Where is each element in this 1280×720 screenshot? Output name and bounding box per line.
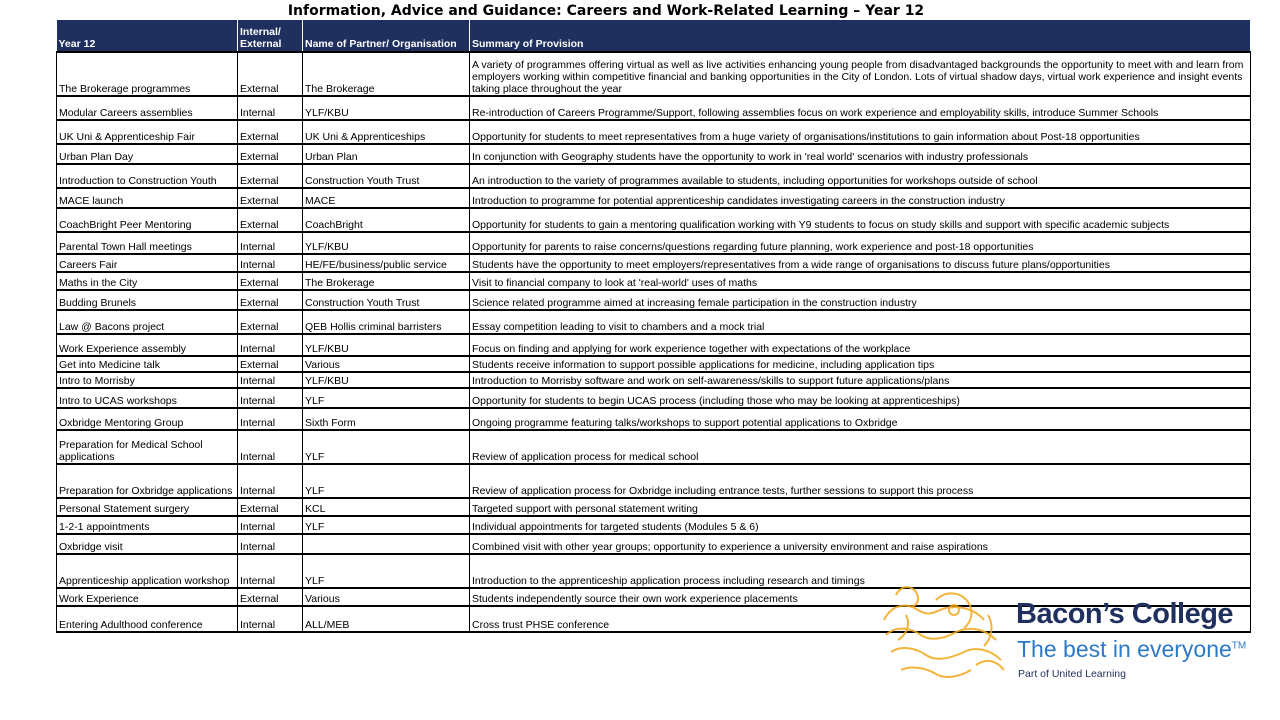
row-summary: Science related programme aimed at increasing female participation in the construction industry (470, 290, 1251, 310)
row-name: Budding Brunels (57, 290, 238, 310)
page-title: Information, Advice and Guidance: Careers and Work-Related Learning – Year 12 (287, 3, 925, 19)
row-partner: YLF (303, 516, 470, 534)
row-name: Apprenticeship application workshop (57, 554, 238, 588)
row-summary: A variety of programmes offering virtual as well as live activities enhancing young people from disadvantaged backgrounds the opportunity to meet with and learn from employers working within competitive financial and banking opportunities in the City of London. Lots of virtual shadow days, virtual work experience and insight events taking place throughout the year (470, 52, 1251, 96)
row-summary: Cross trust PHSE conference (470, 606, 1251, 632)
table-header-row (57, 20, 1251, 52)
row-partner: The Brokerage (303, 272, 470, 290)
row-summary: Introduction to Morrisby software and work on self-awareness/skills to support future applications/plans (470, 372, 1251, 388)
row-summary: Targeted support with personal statement writing (470, 498, 1251, 516)
table-row (57, 498, 1251, 516)
table-row (57, 408, 1251, 430)
table-row (57, 356, 1251, 372)
row-internal-external: Internal (238, 388, 303, 408)
table-row (57, 516, 1251, 534)
table-body (57, 52, 1251, 632)
row-name: Oxbridge Mentoring Group (57, 408, 238, 430)
row-internal-external: Internal (238, 464, 303, 498)
row-partner: YLF (303, 430, 470, 464)
row-name: Work Experience (57, 588, 238, 606)
row-partner: HE/FE/business/public service (303, 254, 470, 272)
table-row (57, 232, 1251, 254)
row-name: The Brokerage programmes (57, 52, 238, 96)
row-internal-external: External (238, 356, 303, 372)
row-internal-external: Internal (238, 232, 303, 254)
row-partner (303, 534, 470, 554)
row-internal-external: Internal (238, 254, 303, 272)
table-row (57, 334, 1251, 356)
header-internal-external: Internal/ External (238, 20, 303, 52)
row-name: Urban Plan Day (57, 144, 238, 164)
row-internal-external: Internal (238, 408, 303, 430)
row-summary: Students have the opportunity to meet employers/representatives from a wide range of organisations to discuss future plans/opportunities (470, 254, 1251, 272)
row-summary: Review of application process for Oxbridge including entrance tests, further sessions to support this process (470, 464, 1251, 498)
row-partner: Construction Youth Trust (303, 164, 470, 188)
row-name: UK Uni & Apprenticeship Fair (57, 120, 238, 144)
row-name: Preparation for Medical School applications (57, 430, 238, 464)
logo-subtitle: Part of United Learning (1018, 668, 1126, 680)
row-summary: Students receive information to support possible applications for medicine, including application tips (470, 356, 1251, 372)
row-partner: The Brokerage (303, 52, 470, 96)
row-internal-external: External (238, 290, 303, 310)
row-partner: YLF (303, 388, 470, 408)
row-internal-external: External (238, 144, 303, 164)
row-partner: Construction Youth Trust (303, 290, 470, 310)
row-name: Careers Fair (57, 254, 238, 272)
row-internal-external: Internal (238, 372, 303, 388)
row-partner: Urban Plan (303, 144, 470, 164)
row-name: Maths in the City (57, 272, 238, 290)
row-name: Introduction to Construction Youth (57, 164, 238, 188)
row-internal-external: External (238, 310, 303, 334)
row-internal-external: Internal (238, 606, 303, 632)
header-summary: Summary of Provision (470, 20, 1251, 52)
logo-tagline-text: The best in everyone (1017, 636, 1232, 662)
row-partner: YLF/KBU (303, 334, 470, 356)
row-internal-external: External (238, 272, 303, 290)
row-summary: Re-introduction of Careers Programme/Support, following assemblies focus on work experience and employability skills, introduce Summer Schools (470, 96, 1251, 120)
row-internal-external: External (238, 588, 303, 606)
logo-tagline (1017, 636, 1246, 663)
table-row (57, 388, 1251, 408)
row-summary: Individual appointments for targeted students (Modules 5 & 6) (470, 516, 1251, 534)
provision-table (56, 20, 1251, 633)
row-name: MACE launch (57, 188, 238, 208)
table-row (57, 272, 1251, 290)
row-summary: Ongoing programme featuring talks/workshops to support potential applications to Oxbridge (470, 408, 1251, 430)
college-logo (876, 580, 1247, 690)
row-internal-external: Internal (238, 96, 303, 120)
table-row (57, 534, 1251, 554)
table-row (57, 430, 1251, 464)
table-row (57, 310, 1251, 334)
row-name: Personal Statement surgery (57, 498, 238, 516)
row-name: Entering Adulthood conference (57, 606, 238, 632)
table-row (57, 254, 1251, 272)
row-partner: YLF/KBU (303, 372, 470, 388)
logo-college-name: Bacon’s College (1016, 598, 1234, 630)
row-partner: KCL (303, 498, 470, 516)
row-internal-external: Internal (238, 534, 303, 554)
row-summary: Opportunity for parents to raise concerns/questions regarding future planning, work experience and post-18 opportunities (470, 232, 1251, 254)
row-name: Modular Careers assemblies (57, 96, 238, 120)
row-name: Intro to UCAS workshops (57, 388, 238, 408)
row-partner: Various (303, 588, 470, 606)
row-summary: Focus on finding and applying for work experience together with expectations of the workplace (470, 334, 1251, 356)
table-row (57, 188, 1251, 208)
row-summary: An introduction to the variety of programmes available to students, including opportunities for workshops outside of school (470, 164, 1251, 188)
row-name: Intro to Morrisby (57, 372, 238, 388)
row-partner: CoachBright (303, 208, 470, 232)
row-summary: In conjunction with Geography students have the opportunity to work in 'real world' scenarios with industry professionals (470, 144, 1251, 164)
table-row (57, 52, 1251, 96)
row-internal-external: External (238, 498, 303, 516)
row-summary: Visit to financial company to look at 'real-world' uses of maths (470, 272, 1251, 290)
row-internal-external: External (238, 120, 303, 144)
row-partner: YLF/KBU (303, 96, 470, 120)
table-row (57, 464, 1251, 498)
row-partner: UK Uni & Apprenticeships (303, 120, 470, 144)
row-summary: Opportunity for students to gain a mentoring qualification working with Y9 students to focus on study skills and support with specific academic subjects (470, 208, 1251, 232)
row-partner: QEB Hollis criminal barristers (303, 310, 470, 334)
row-partner: YLF (303, 554, 470, 588)
row-internal-external: External (238, 188, 303, 208)
row-partner: Various (303, 356, 470, 372)
table-row (57, 164, 1251, 188)
row-name: Parental Town Hall meetings (57, 232, 238, 254)
header-partner: Name of Partner/ Organisation (303, 20, 470, 52)
row-summary: Review of application process for medical school (470, 430, 1251, 464)
row-summary: Opportunity for students to meet representatives from a huge variety of organisations/institutions to gain information about Post-18 opportunities (470, 120, 1251, 144)
header-year: Year 12 (57, 20, 238, 52)
row-partner: Sixth Form (303, 408, 470, 430)
row-internal-external: Internal (238, 516, 303, 534)
trademark: TM (1231, 640, 1247, 652)
row-name: Get into Medicine talk (57, 356, 238, 372)
row-internal-external: Internal (238, 430, 303, 464)
row-internal-external: External (238, 208, 303, 232)
table-row (57, 144, 1251, 164)
table-row (57, 96, 1251, 120)
row-name: 1-2-1 appointments (57, 516, 238, 534)
row-name: Law @ Bacons project (57, 310, 238, 334)
table-row (57, 120, 1251, 144)
row-summary: Introduction to programme for potential apprenticeship candidates investigating careers in the construction industry (470, 188, 1251, 208)
row-summary: Introduction to the apprenticeship application process including research and timings (470, 554, 1251, 588)
row-internal-external: External (238, 52, 303, 96)
row-partner: ALL/MEB (303, 606, 470, 632)
row-partner: MACE (303, 188, 470, 208)
row-internal-external: Internal (238, 334, 303, 356)
row-name: Work Experience assembly (57, 334, 238, 356)
row-name: CoachBright Peer Mentoring (57, 208, 238, 232)
row-partner: YLF/KBU (303, 232, 470, 254)
table-row (57, 208, 1251, 232)
lion-emblem-icon (876, 580, 1026, 685)
row-internal-external: Internal (238, 554, 303, 588)
row-summary: Students independently source their own work experience placements (470, 588, 1251, 606)
row-summary: Opportunity for students to begin UCAS process (including those who may be looking at apprenticeships) (470, 388, 1251, 408)
table-row (57, 372, 1251, 388)
row-summary: Essay competition leading to visit to chambers and a mock trial (470, 310, 1251, 334)
row-partner: YLF (303, 464, 470, 498)
row-internal-external: External (238, 164, 303, 188)
table-row (57, 290, 1251, 310)
row-name: Preparation for Oxbridge applications (57, 464, 238, 498)
row-name: Oxbridge visit (57, 534, 238, 554)
row-summary: Combined visit with other year groups; opportunity to experience a university environment and raise aspirations (470, 534, 1251, 554)
